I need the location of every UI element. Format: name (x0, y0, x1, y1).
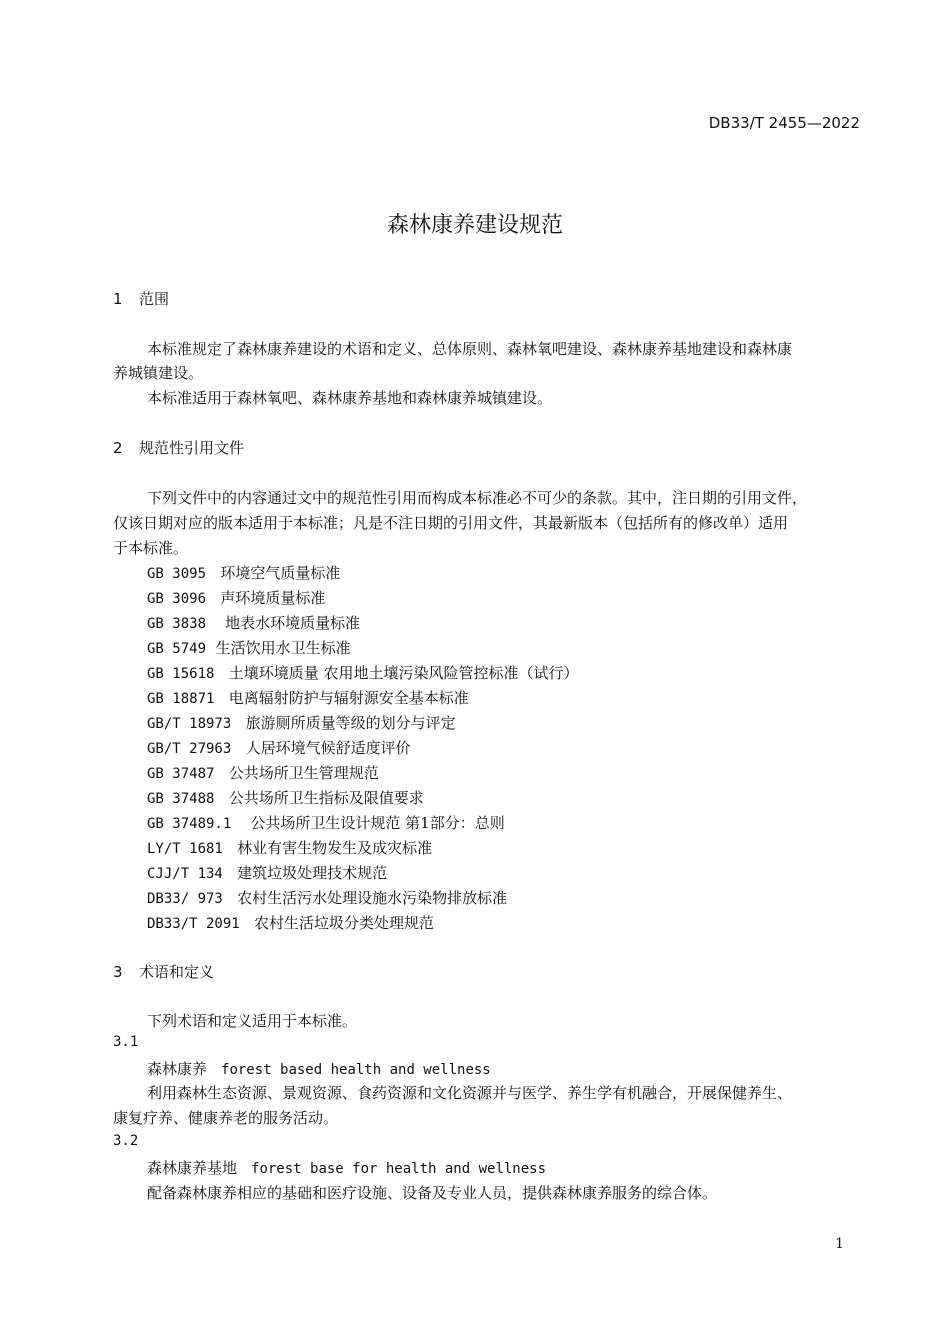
section-title: 范围 (139, 290, 170, 308)
reference-code: GB/T 18973 (147, 716, 232, 732)
reference-code: GB 15618 (147, 666, 215, 682)
term-definition-line: 康复疗养、健康养老的服务活动。 (113, 1109, 339, 1127)
section-number: 1 (113, 290, 123, 308)
term-chinese: 森林康养 (147, 1060, 208, 1078)
reference-code: GB 3095 (147, 566, 207, 582)
reference-item (147, 812, 505, 833)
reference-item (147, 912, 434, 933)
reference-name: 公共场所卫生管理规范 (228, 764, 379, 782)
page-number: 1 (835, 1236, 844, 1252)
reference-code: CJJ/T 134 (147, 866, 223, 882)
reference-name: 人居环境气候舒适度评价 (245, 739, 411, 757)
reference-name: 旅游厕所质量等级的划分与评定 (245, 714, 456, 732)
reference-name: 建筑垃圾处理技术规范 (237, 864, 388, 882)
reference-item (147, 737, 411, 758)
reference-name: 电离辐射防护与辐射源安全基本标准 (228, 689, 469, 707)
term-entry (147, 1058, 491, 1079)
reference-name: 林业有害生物发生及成灾标准 (237, 839, 433, 857)
paragraph-line: 养城镇建设。 (113, 364, 204, 382)
section-title: 规范性引用文件 (139, 439, 245, 457)
reference-item (147, 837, 432, 858)
document-title: 森林康养建设规范 (386, 213, 563, 238)
reference-name: 地表水环境质量标准 (225, 614, 361, 632)
section-number: 2 (113, 439, 123, 457)
reference-name: 公共场所卫生指标及限值要求 (228, 789, 424, 807)
reference-code: GB 37489.1 (147, 816, 232, 832)
term-definition-line: 利用森林生态资源、景观资源、食药资源和文化资源并与医学、养生学有机融合，开展保健养生、 (147, 1084, 793, 1102)
term-english: forest based health and wellness (221, 1062, 491, 1078)
paragraph-line: 下列术语和定义适用于本标准。 (147, 1012, 358, 1030)
section-title: 术语和定义 (139, 963, 215, 981)
reference-item (147, 887, 507, 908)
reference-code: GB 5749 (147, 641, 207, 657)
reference-item (147, 687, 469, 708)
reference-name: 生活饮用水卫生标准 (215, 639, 351, 657)
term-number: 3.2 (113, 1133, 139, 1149)
paragraph-line: 本标准规定了森林康养建设的术语和定义、总体原则、森林氧吧建设、森林康养基地建设和森林康 (147, 340, 793, 358)
section-heading-scope (113, 288, 169, 309)
reference-code: GB/T 27963 (147, 741, 232, 757)
section-heading-terms-and-definitions (113, 961, 214, 982)
reference-item (147, 612, 360, 633)
reference-item (147, 662, 579, 683)
reference-item (147, 787, 424, 808)
paragraph-line: 下列文件中的内容通过文中的规范性引用而构成本标准必不可少的条款。其中，注日期的引用文件， (147, 489, 808, 507)
reference-name: 环境空气质量标准 (220, 564, 341, 582)
section-number: 3 (113, 963, 123, 981)
reference-item (147, 862, 387, 883)
paragraph-line: 于本标准。 (113, 539, 189, 557)
reference-code: DB33/T 2091 (147, 916, 240, 932)
reference-name: 公共场所卫生设计规范 第1部分：总则 (250, 814, 505, 832)
reference-code: GB 18871 (147, 691, 215, 707)
reference-name: 农村生活垃圾分类处理规范 (254, 914, 435, 932)
reference-item (147, 762, 379, 783)
section-heading-normative-references (113, 437, 244, 458)
reference-item (147, 562, 340, 583)
reference-code: GB 37488 (147, 791, 215, 807)
reference-name: 声环境质量标准 (220, 589, 326, 607)
term-entry (147, 1157, 546, 1178)
term-english: forest base for health and wellness (251, 1161, 547, 1177)
reference-name: 土壤环境质量 农用地土壤污染风险管控标准（试行） (228, 664, 579, 682)
reference-code: LY/T 1681 (147, 841, 223, 857)
reference-name: 农村生活污水处理设施水污染物排放标准 (237, 889, 508, 907)
reference-code: GB 3096 (147, 591, 207, 607)
term-number: 3.1 (113, 1034, 139, 1050)
term-chinese: 森林康养基地 (147, 1159, 238, 1177)
reference-item (147, 587, 325, 608)
reference-code: GB 3838 (147, 616, 207, 632)
paragraph-line: 仅该日期对应的版本适用于本标准；凡是不注日期的引用文件，其最新版本（包括所有的修改单）适用 (113, 514, 789, 532)
reference-code: GB 37487 (147, 766, 215, 782)
reference-item (147, 712, 456, 733)
term-definition-line: 配备森林康养相应的基础和医疗设施、设备及专业人员，提供森林康养服务的综合体。 (147, 1184, 718, 1202)
reference-item (147, 637, 351, 658)
document-code-header: DB33/T 2455—2022 (708, 114, 860, 132)
paragraph-line: 本标准适用于森林氧吧、森林康养基地和森林康养城镇建设。 (147, 389, 553, 407)
reference-code: DB33/ 973 (147, 891, 223, 907)
